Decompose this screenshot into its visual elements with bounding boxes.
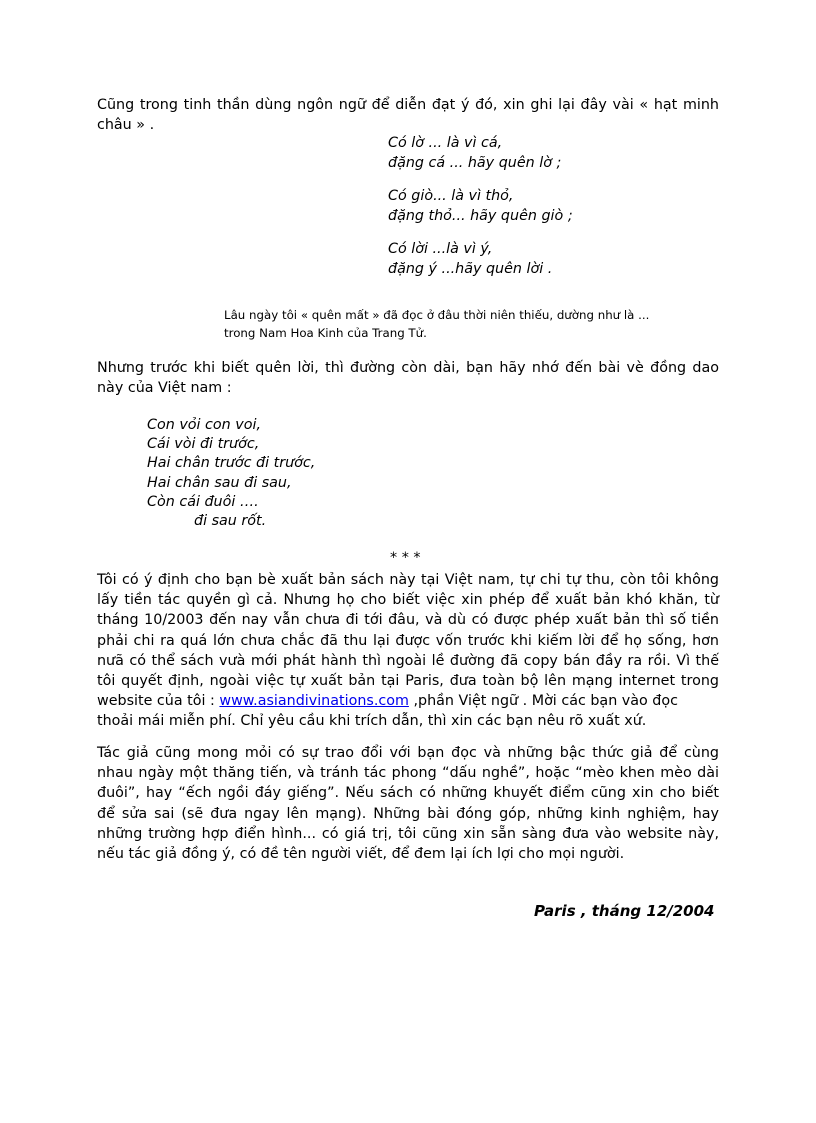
para3-link-line: [97, 691, 719, 711]
folk-song-line: đi sau rốt.: [194, 513, 267, 530]
poem-line: Có lờ ... là vì cá,: [388, 135, 503, 151]
website-link[interactable]: www.asiandivinations.com: [219, 693, 409, 710]
folk-song-line: Hai chân sau đi sau,: [147, 474, 292, 491]
para2-line-2: này của Việt nam :: [97, 380, 232, 397]
para4-line: nhau ngày một thăng tiến, và tránh tác phong “dấu nghề”, hoặc “mèo khen mèo dài: [97, 765, 719, 782]
poem-hat-minh-chau: [388, 133, 573, 279]
signature-place-date: Paris , tháng 12/2004: [534, 902, 715, 920]
para4-last-line: nếu tác giả đồng ý, có đề tên người viết, để đem lại ích lợi cho mọi người.: [97, 846, 625, 863]
source-note: [224, 307, 649, 343]
para3-line: Tôi có ý định cho bạn bè xuất bản sách này tại Việt nam, tự chi tự thu, còn tôi không: [97, 572, 719, 588]
poem-line: đặng ý ...hãy quên lời .: [388, 261, 553, 278]
folk-song-line: Con vỏi con voi,: [147, 417, 261, 433]
folk-song-poem: [147, 416, 315, 531]
poem-line: đặng thỏ... hãy quên giò ;: [388, 208, 573, 225]
para3-line: lấy tiền tác quyền gì cả. Nhưng họ cho biết việc xin phép để xuất bản khó khăn, từ: [97, 592, 719, 609]
poem-stanza: [388, 239, 573, 279]
folk-song-intro-paragraph: [97, 358, 719, 398]
intro-line-2: châu » .: [97, 117, 155, 134]
link-prefix: website của tôi :: [97, 693, 220, 710]
publication-paragraph: [97, 570, 719, 732]
poem-line: Có lời ...là vì ý,: [388, 241, 493, 257]
para2-line-1: Nhưng trước khi biết quên lời, thì đường còn dài, bạn hãy nhớ đến bài vè đồng dao: [97, 360, 719, 376]
para3-last-line: thoải mái miễn phí. Chỉ yêu cầu khi trích dẫn, thì xin các bạn nêu rõ xuất xứ.: [97, 713, 647, 730]
intro-line-1: Cũng trong tinh thần dùng ngôn ngữ để diễn đạt ý đó, xin ghi lại đây vài « hạt minh: [97, 97, 719, 113]
para3-line: tháng 10/2003 đến nay vẫn chưa đi tới đâu, và dù có được phép xuất bản thì số tiền: [97, 612, 719, 629]
poem-stanza: [388, 186, 573, 226]
separator-stars: * * *: [390, 550, 421, 566]
note-line-1: Lâu ngày tôi « quên mất » đã đọc ở đâu thời niên thiếu, dường như là ...: [224, 308, 650, 322]
note-line-2: trong Nam Hoa Kinh của Trang Tử.: [224, 325, 427, 340]
para3-line: tôi quyết định, ngoài việc tự xuất bản tại Paris, đưa toàn bộ lên mạng internet trong: [97, 673, 719, 690]
para3-line: nưã có thể sách vưà mới phát hành thì ngoài lề đường đã copy bán đầy ra rồi. Vì thế: [97, 652, 719, 669]
para4-line: những trường hợp điển hình... có giá trị, tôi cũng xin sẵn sàng đưa vào website này,: [97, 825, 719, 842]
para3-line: phải chi ra quá lớn chưa chắc đã thu lại được vốn trước khi kiếm lời để họ sống, hơn: [97, 632, 719, 649]
feedback-paragraph: [97, 743, 719, 864]
link-suffix: ,phần Việt ngữ . Mời các bạn vào đọc: [408, 693, 678, 710]
intro-paragraph: [97, 95, 719, 135]
folk-song-line: Hai chân trước đi trước,: [147, 455, 316, 472]
para4-line: để sửa sai (sẽ đưa ngay lên mạng). Những bài đóng góp, những kinh nghiệm, hay: [97, 805, 719, 822]
para4-line: Tác giả cũng mong mỏi có sự trao đổi với bạn đọc và những bậc thức giả để cùng: [97, 745, 719, 761]
folk-song-line: Cái vòi đi trước,: [147, 436, 260, 453]
poem-line: Có giò... là vì thỏ,: [388, 188, 514, 204]
poem-line: đặng cá ... hãy quên lờ ;: [388, 155, 562, 172]
poem-stanza: [388, 133, 573, 173]
para4-line: đuôi”, hay “ếch ngồi đáy giếng”. Nếu sách có những khuyết điểm cũng xin cho biết: [97, 785, 719, 802]
folk-song-line: Còn cái đuôi ….: [147, 493, 259, 510]
